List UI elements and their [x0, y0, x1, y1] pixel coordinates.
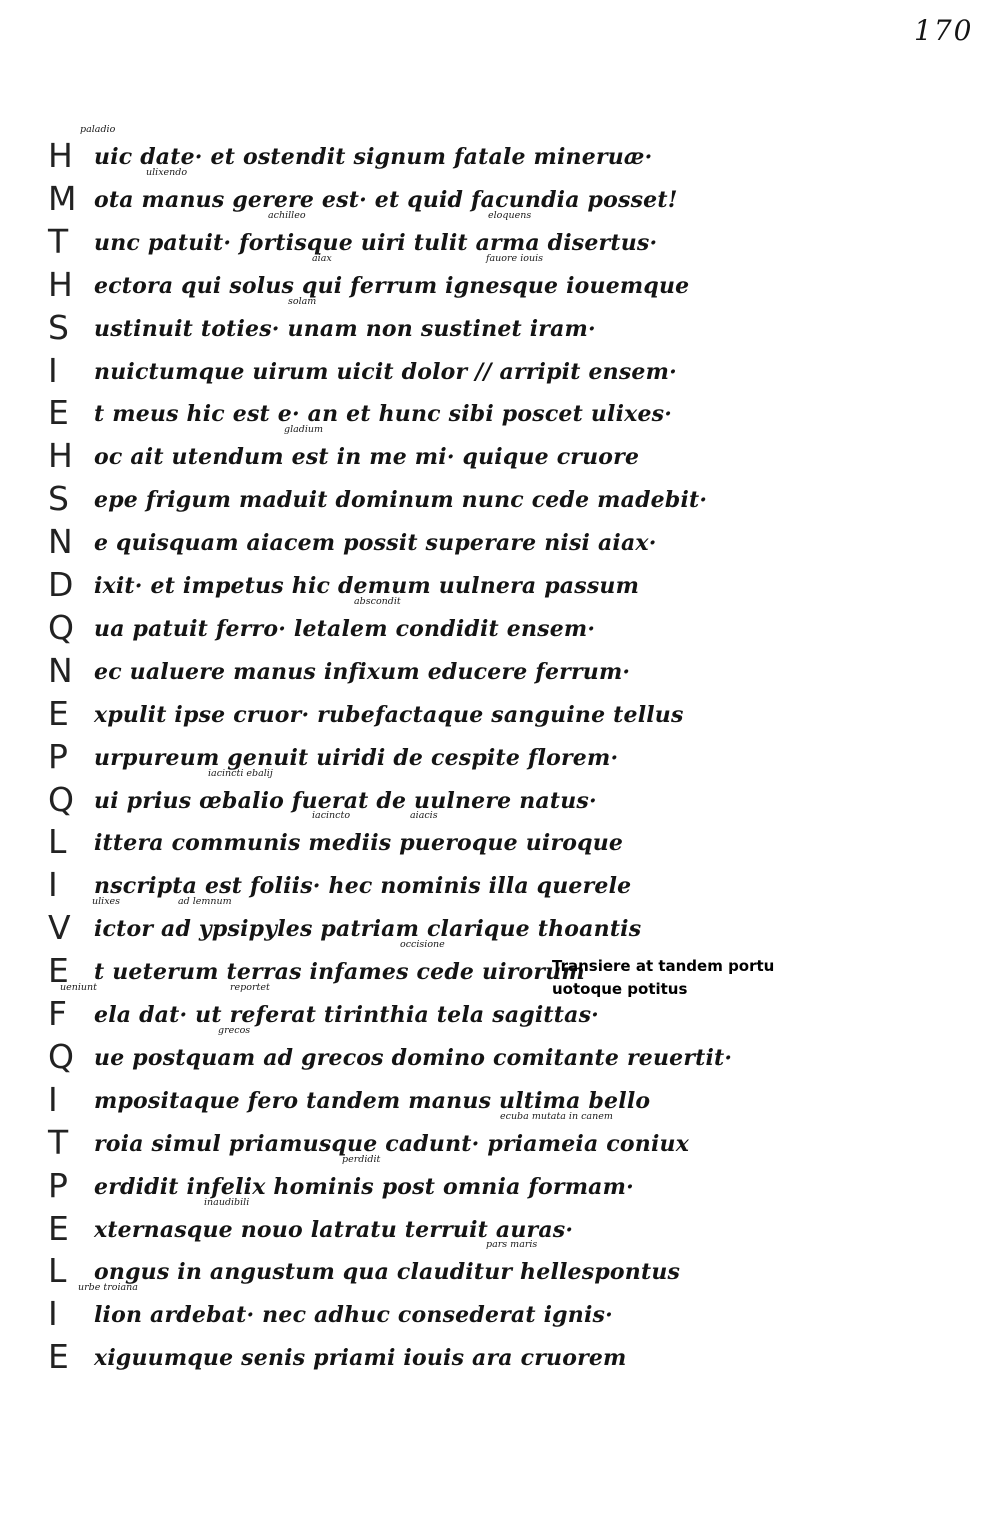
- verse-initial: Q: [48, 779, 74, 819]
- interlinear-gloss: perdidit: [342, 1153, 381, 1165]
- interlinear-gloss: pars maris: [486, 1239, 538, 1251]
- verse-text: ittera communis mediis pueroque uiroque: [94, 830, 624, 857]
- verse-text: t ueterum terras infames cede uirorum: [94, 959, 585, 986]
- verse-initial: F: [48, 994, 67, 1033]
- verse-text: ue postquam ad grecos domino comitante reuertit·: [94, 1044, 733, 1071]
- verse-initial: P: [48, 736, 68, 776]
- verse-initial: S: [48, 479, 69, 519]
- interlinear-gloss: ulixendo: [146, 166, 188, 178]
- margin-note-line-2: uotoque potitus: [552, 980, 688, 998]
- verse-text: unc patuit· fortisque uiri tulit arma disertus·: [94, 229, 658, 256]
- verse-initial: N: [48, 522, 73, 562]
- margin-note: [552, 955, 774, 1001]
- verse-text: ua patuit ferro· letalem condidit ensem·: [94, 615, 596, 642]
- verse-initial: Q: [48, 1036, 74, 1076]
- verse-text: ictor ad ypsipyles patriam clarique thoantis: [94, 916, 642, 943]
- verse-initial: T: [48, 1122, 69, 1162]
- verse-text: ongus in angustum qua clauditur hellespontus: [94, 1259, 681, 1286]
- verse-text: ectora qui solus qui ferrum ignesque iouemque: [94, 272, 690, 299]
- interlinear-gloss: abscondit: [354, 595, 401, 607]
- interlinear-gloss: iacincto: [312, 810, 351, 822]
- verse-text: nscripta est foliis· hec nominis illa querele: [94, 873, 632, 900]
- margin-note-line-1: Transiere at tandem portu: [552, 957, 775, 975]
- verse-initial: I: [48, 1079, 58, 1119]
- verse-text: oc ait utendum est in me mi· quique cruore: [94, 444, 640, 471]
- verse-text: uic date· et ostendit signum fatale mineruæ·: [94, 144, 653, 170]
- verse-text: ec ualuere manus infixum educere ferrum·: [94, 658, 631, 685]
- interlinear-gloss: ecuba mutata in canem: [500, 1110, 613, 1122]
- verse-initial: H: [48, 264, 73, 304]
- verse-initial: V: [48, 908, 71, 948]
- verse-text: ixit· et impetus hic demum uulnera passum: [94, 573, 640, 599]
- verse-initial: T: [48, 221, 69, 261]
- verse-text: erdidit infelix hominis post omnia formam·: [94, 1173, 634, 1200]
- verse-initial: E: [48, 1208, 69, 1248]
- verse-text: lion ardebat· nec adhuc consederat ignis·: [94, 1302, 613, 1329]
- interlinear-gloss: grecos: [218, 1024, 251, 1036]
- verse-text: roia simul priamusque cadunt· priameia coniux: [94, 1130, 690, 1157]
- interlinear-gloss: reportet: [230, 982, 270, 993]
- verse-text: urpureum genuit uiridi de cespite florem·: [94, 744, 619, 771]
- interlinear-gloss: eloquens: [488, 209, 532, 221]
- interlinear-gloss: aiacis: [410, 810, 438, 822]
- verse-text: ota manus gerere est· et quid facundia posset!: [94, 186, 678, 213]
- verse-initial: L: [48, 822, 67, 862]
- verse-text: t meus hic est e· an et hunc sibi poscet ulixes·: [94, 401, 673, 428]
- verse-text: xiguumque senis priami iouis ara cruorem: [94, 1345, 627, 1372]
- verse-text: mpositaque fero tandem manus ultima bello: [94, 1087, 651, 1114]
- interlinear-gloss: gladium: [284, 424, 324, 436]
- verse-text: ela dat· ut referat tirinthia tela sagittas·: [94, 1002, 600, 1028]
- verse-initial: H: [48, 436, 73, 476]
- verse-initial: N: [48, 650, 73, 690]
- interlinear-gloss: ueniunt: [60, 982, 97, 993]
- interlinear-gloss: inaudibili: [204, 1196, 250, 1208]
- verse-initial: E: [48, 393, 69, 433]
- verse-text: ustinuit toties· unam non sustinet iram·: [94, 315, 596, 342]
- verse-text: e quisquam aiacem possit superare nisi aiax·: [94, 530, 657, 557]
- verse-initial: P: [48, 1165, 68, 1205]
- folio-number: 170: [914, 14, 974, 47]
- interlinear-gloss: iacincti ebalij: [208, 767, 273, 779]
- verse-initial: D: [48, 565, 74, 604]
- interlinear-gloss: occisione: [400, 939, 445, 951]
- interlinear-gloss: ulixes: [92, 896, 121, 908]
- verse-initial: Q: [48, 607, 74, 647]
- verse-text: xternasque nouo latratu terruit auras·: [94, 1216, 574, 1243]
- interlinear-gloss: paladio: [80, 124, 116, 135]
- verse-text: nuictumque uirum uicit dolor // arripit ensem·: [94, 358, 677, 385]
- verse-initial: M: [48, 178, 77, 218]
- verse-text: xpulit ipse cruor· rubefactaque sanguine tellus: [94, 701, 684, 728]
- interlinear-gloss: fauore iouis: [486, 252, 543, 264]
- interlinear-gloss: aiax: [312, 252, 332, 264]
- verse-text: epe frigum maduit dominum nunc cede madebit·: [94, 487, 708, 514]
- interlinear-gloss: urbe troiana: [78, 1282, 138, 1294]
- verse-initial: E: [48, 951, 69, 991]
- verse-initial: I: [48, 1294, 58, 1334]
- verse-initial: H: [48, 136, 73, 175]
- verse-initial: S: [48, 307, 69, 347]
- interlinear-gloss: achilleo: [268, 209, 306, 221]
- interlinear-gloss: solam: [288, 295, 317, 307]
- verse-text: ui prius œbalio fuerat de uulnere natus·: [94, 787, 597, 814]
- verse-initial: E: [48, 1337, 69, 1377]
- verse-initial: I: [48, 350, 58, 390]
- verse-initial: E: [48, 693, 69, 733]
- verse-initial: I: [48, 865, 58, 905]
- interlinear-gloss: ad lemnum: [178, 896, 232, 908]
- verse-initial: L: [48, 1251, 67, 1291]
